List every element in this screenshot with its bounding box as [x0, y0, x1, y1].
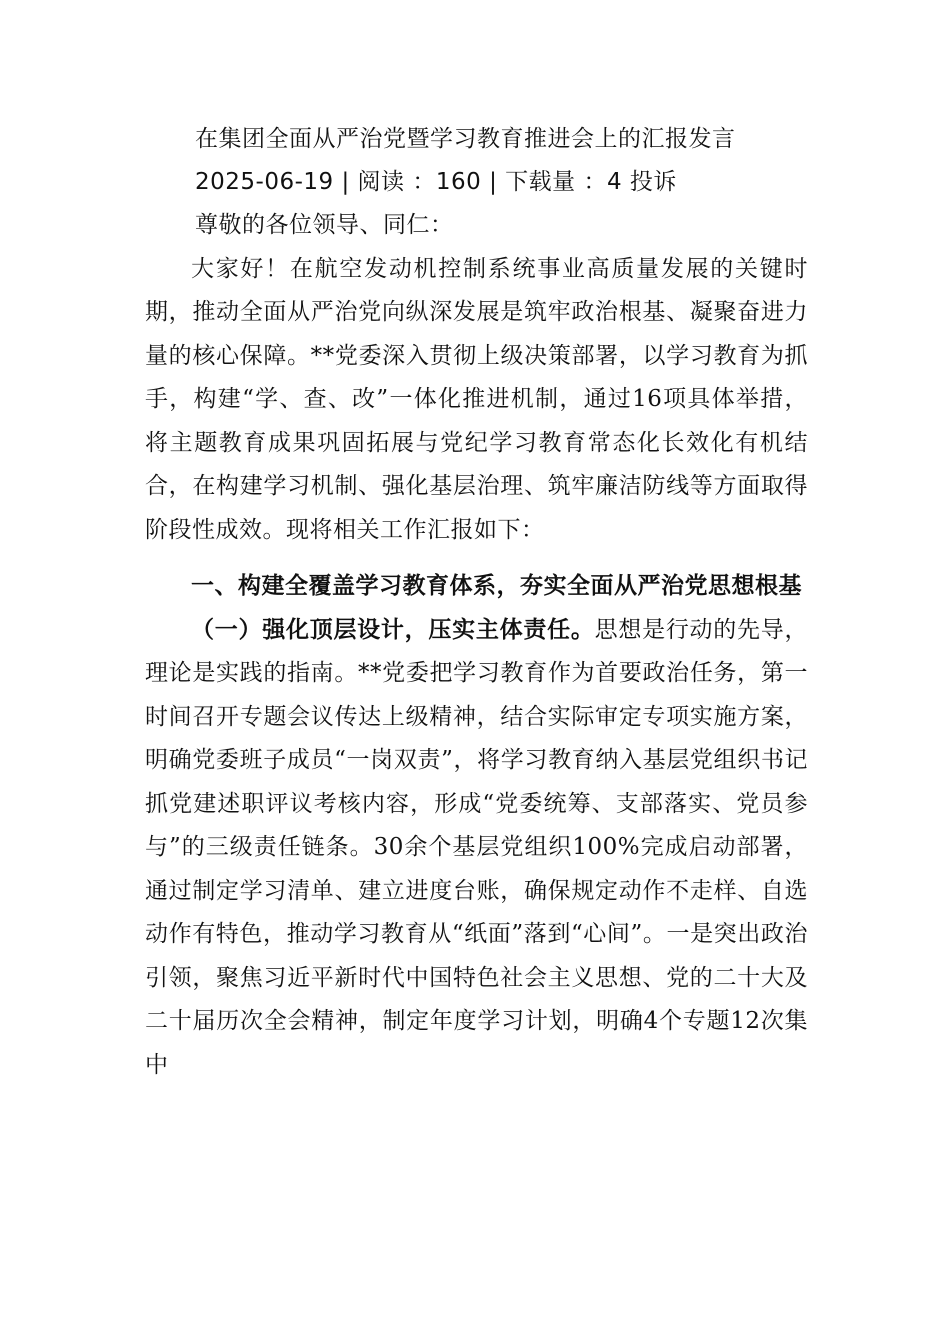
subsection-lead: （一）强化顶层设计，压实主体责任。: [191, 615, 595, 643]
subsection-body: 思想是行动的先导，理论是实践的指南。**党委把学习教育作为首要政治任务，第一时间召开专题会议传达上级精神，结合实际审定专项实施方案，明确党委班子成员“一岗双责”，将学习教育纳入基层党组织书记抓党建述职评议考核内容，形成“党委统筹、支部落实、党员参与”的三级责任链条。30余个基层党组织100%完成启动部署，通过制定学习清单、建立进度台账，确保规定动作不走样、自选动作有特色，推动学习教育从“纸面”落到“心间”。一是突出政治引领，聚焦习近平新时代中国特色社会主义思想、党的二十大及二十届历次全会精神，制定年度学习计划，明确4个专题12次集中: [145, 616, 809, 1078]
meta-separator: |: [481, 169, 506, 195]
download-label: 下载量 ：: [505, 169, 607, 195]
section-heading: 一、构建全覆盖学习教育体系，夯实全面从严治党思想根基: [191, 572, 802, 599]
read-label: 阅读 ：: [357, 169, 436, 195]
publish-date: 2025-06-19: [195, 169, 334, 195]
meta-separator: |: [333, 169, 358, 195]
report-link[interactable]: 投诉: [622, 169, 677, 195]
document-meta: [145, 161, 808, 204]
document-content: [145, 118, 808, 1087]
subsection-paragraph: [145, 608, 808, 1088]
salutation: 尊敬的各位领导、同仁：: [195, 212, 454, 238]
intro-paragraph: 大家好！在航空发动机控制系统事业高质量发展的关键时期，推动全面从严治党向纵深发展是筑牢政治根基、凝聚奋进力量的核心保障。**党委深入贯彻上级决策部署，以学习教育为抓手，构建“学、查、改”一体化推进机制，通过16项具体举措，将主题教育成果巩固拓展与党纪学习教育常态化长效化有机结合，在构建学习机制、强化基层治理、筑牢廉洁防线等方面取得阶段性成效。现将相关工作汇报如下：: [145, 255, 808, 543]
read-count: 160: [435, 169, 482, 195]
document-title: 在集团全面从严治党暨学习教育推进会上的汇报发言: [195, 126, 736, 152]
download-count: 4: [606, 169, 623, 195]
